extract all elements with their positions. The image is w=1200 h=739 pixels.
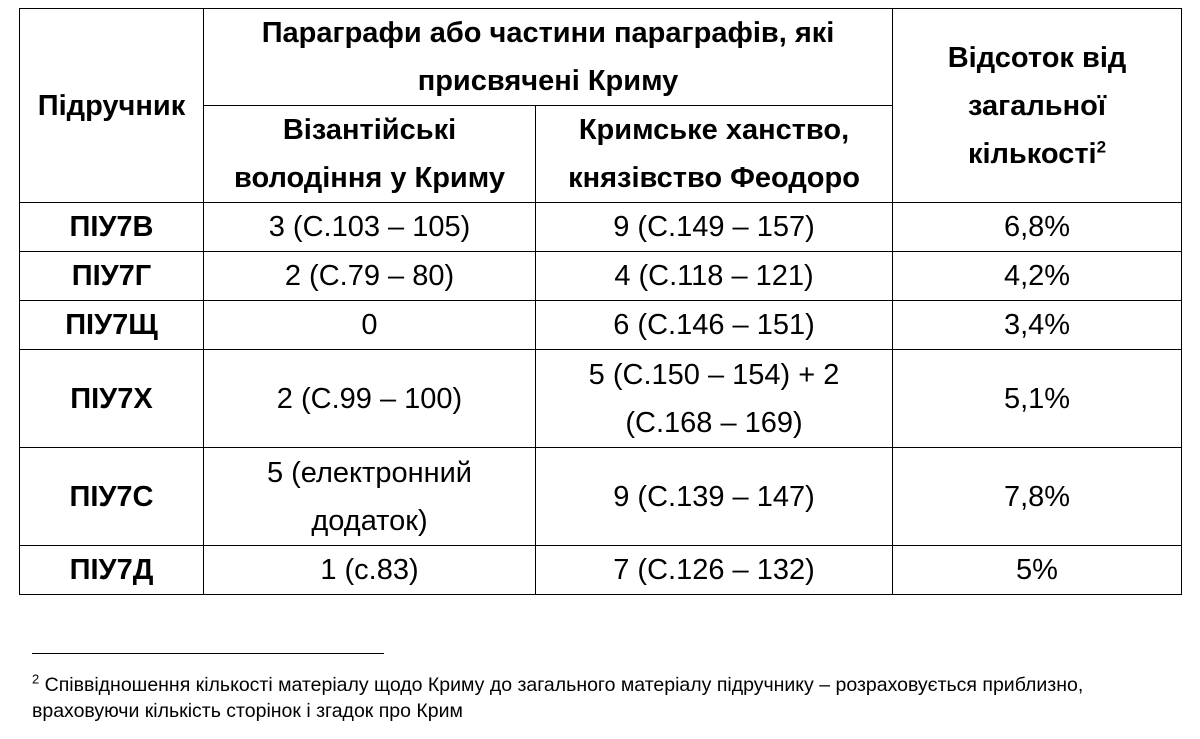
header-percent-footnote-mark: 2 [1096,136,1107,156]
header-byzantine: Візантійські володіння у Криму [204,106,536,203]
cell-khanate: 4 (С.118 – 121) [536,252,893,301]
cell-byzantine: 2 (С.79 – 80) [204,252,536,301]
header-percent-label: Відсоток від загальної кількості [947,41,1127,170]
table-row [20,301,1182,350]
cell-textbook: ПІУ7Х [20,350,204,448]
cell-khanate: 9 (С.139 – 147) [536,448,893,546]
header-row-1 [20,9,1182,106]
cell-byzantine: 2 (С.99 – 100) [204,350,536,448]
cell-khanate: 7 (С.126 – 132) [536,546,893,595]
header-paragraphs-group: Параграфи або частини параграфів, які присвячені Криму [204,9,893,106]
cell-khanate: 9 (С.149 – 157) [536,203,893,252]
footnote-text: Співвідношення кількості матеріалу щодо Криму до загального матеріалу підручнику – розраховується приблизно, враховуючи кількість сторінок і згадок про Крим [32,674,1084,722]
table-row [20,350,1182,448]
cell-khanate: 6 (С.146 – 151) [536,301,893,350]
cell-textbook: ПІУ7Д [20,546,204,595]
cell-textbook: ПІУ7В [20,203,204,252]
cell-textbook: ПІУ7Щ [20,301,204,350]
cell-khanate: 5 (С.150 – 154) + 2 (С.168 – 169) [536,350,893,448]
cell-percent: 6,8% [893,203,1182,252]
cell-percent: 3,4% [893,301,1182,350]
cell-byzantine: 5 (електронний додаток) [204,448,536,546]
cell-byzantine: 0 [204,301,536,350]
header-percent [893,9,1182,203]
cell-percent: 5% [893,546,1182,595]
cell-percent: 7,8% [893,448,1182,546]
cell-byzantine: 1 (с.83) [204,546,536,595]
cell-textbook: ПІУ7Г [20,252,204,301]
footnote-mark: 2 [32,671,40,687]
table-row [20,203,1182,252]
table-row [20,448,1182,546]
header-textbook: Підручник [20,9,204,203]
table-row [20,546,1182,595]
crimea-textbook-table [19,8,1182,595]
cell-byzantine: 3 (С.103 – 105) [204,203,536,252]
cell-percent: 5,1% [893,350,1182,448]
footnote [32,672,1172,724]
cell-percent: 4,2% [893,252,1182,301]
header-khanate: Кримське ханство, князівство Феодоро [536,106,893,203]
table-row [20,252,1182,301]
footnote-separator [32,653,384,654]
cell-textbook: ПІУ7С [20,448,204,546]
